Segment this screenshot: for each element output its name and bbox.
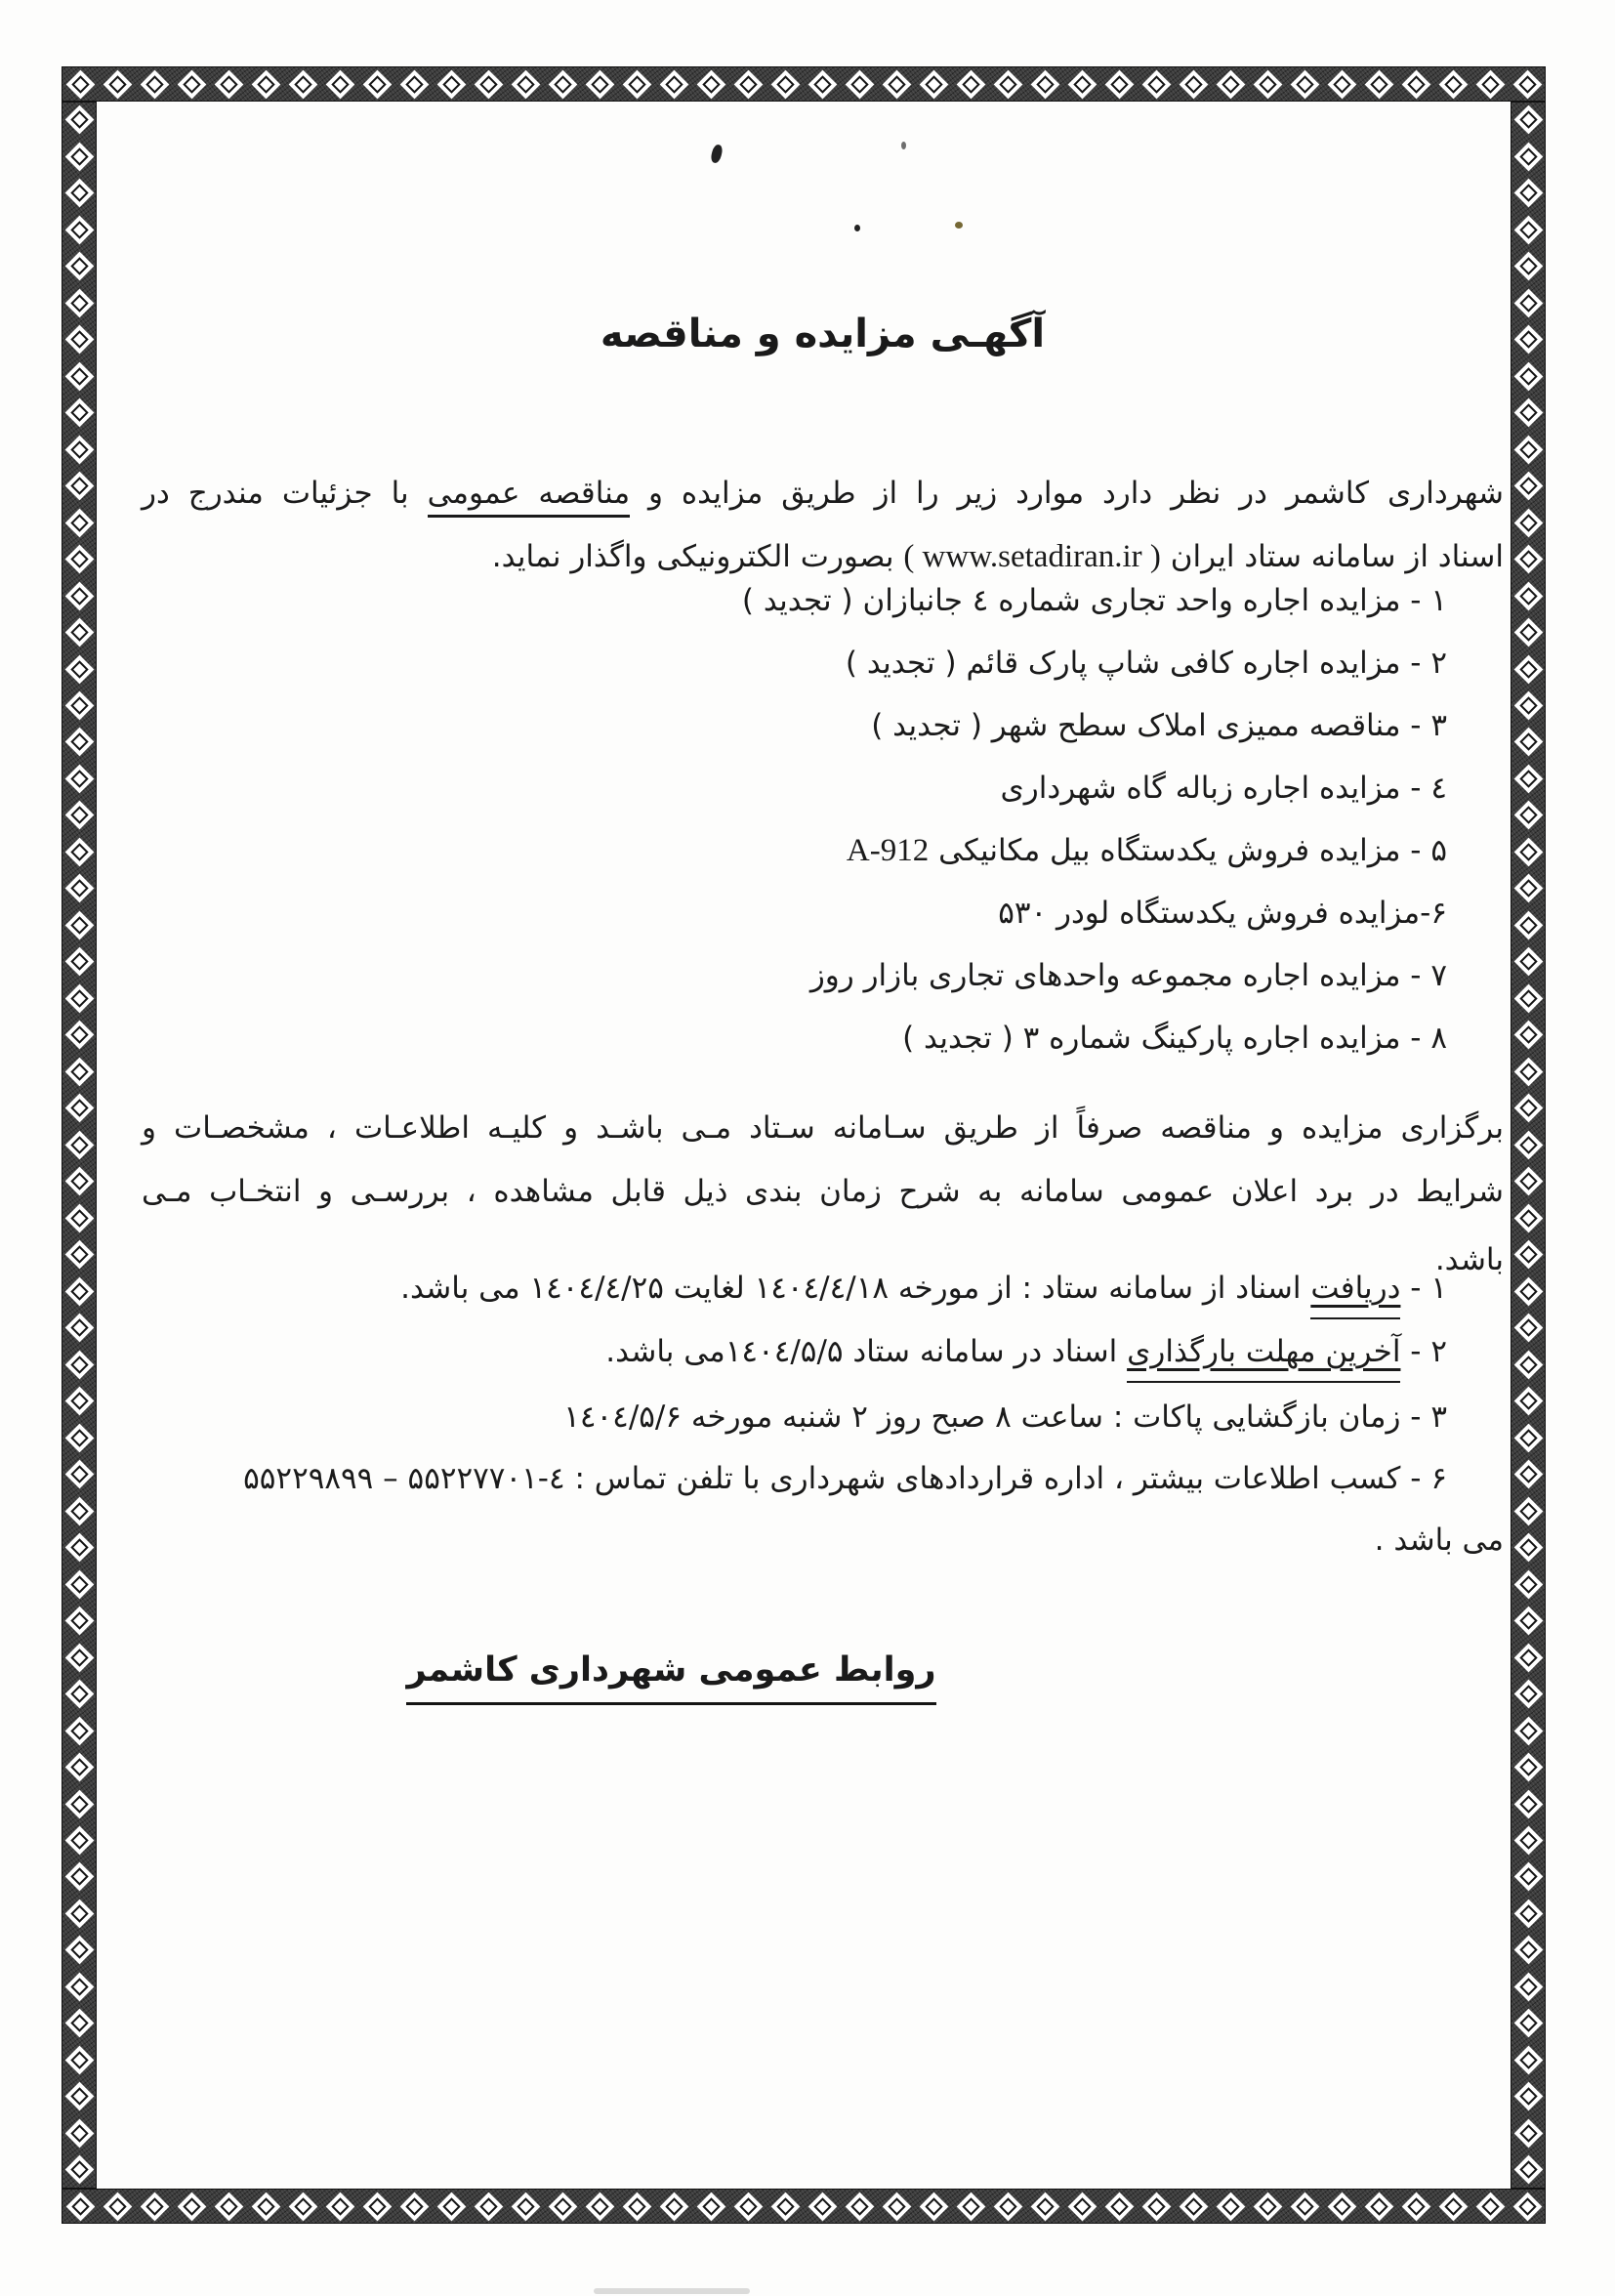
- item-text: مزایده اجاره واحد تجاری شماره ٤ جانبازان ( تجدید ): [741, 583, 1401, 618]
- diamond-ornament: [511, 2192, 540, 2221]
- diamond-ornament: [1067, 2192, 1097, 2221]
- border-band-left: [62, 102, 97, 2189]
- diamond-ornament: [214, 2192, 243, 2221]
- diamond-ornament: [64, 984, 94, 1014]
- diamond-ornament: [1216, 69, 1245, 99]
- diamond-ornament: [64, 911, 94, 940]
- diamond-ornament: [1513, 581, 1543, 610]
- note-text: کسب اطلاعات بیشتر ، اداره قراردادهای شهرداری با تلفن تماس : ٤-۵۵۲۲۷۷۰۱ – ۵۵۲۲۹۸۹۹: [243, 1461, 1401, 1496]
- item-text: مزایده فروش یکدستگاه بیل مکانیکی: [938, 833, 1401, 868]
- border-band-bottom: [62, 2189, 1546, 2224]
- diamond-ornament: [64, 105, 94, 135]
- diamond-ornament: [845, 69, 874, 99]
- border-band-right: [1511, 102, 1546, 2189]
- diamond-ornament: [1512, 69, 1542, 99]
- diamond-ornament: [436, 2192, 466, 2221]
- diamond-ornament: [1513, 398, 1543, 428]
- diamond-ornament: [696, 69, 725, 99]
- diamond-ornament: [64, 1973, 94, 2002]
- diamond-ornament: [659, 2192, 688, 2221]
- diamond-ornament: [1513, 1607, 1543, 1636]
- diamond-ornament: [1513, 1350, 1543, 1379]
- item-number: ۱ -: [1410, 583, 1447, 618]
- diamond-ornament: [64, 398, 94, 428]
- diamond-ornament: [64, 1680, 94, 1709]
- diamond-ornament: [64, 1057, 94, 1086]
- diamond-ornament: [177, 2192, 206, 2221]
- item-latin-code: A-912: [846, 833, 930, 868]
- body-line-3: باشد.: [1434, 1242, 1504, 1277]
- diamond-ornament: [808, 2192, 837, 2221]
- diamond-ornament: [733, 69, 763, 99]
- diamond-ornament: [64, 508, 94, 537]
- diamond-ornament: [64, 581, 94, 610]
- diamond-ornament: [1030, 2192, 1059, 2221]
- diamond-ornament: [1513, 618, 1543, 647]
- diamond-ornament: [64, 1387, 94, 1416]
- diamond-ornament: [1513, 1276, 1543, 1306]
- diamond-ornament: [659, 69, 688, 99]
- diamond-ornament: [362, 69, 392, 99]
- diamond-ornament: [1513, 435, 1543, 464]
- setadiran-url: ( www.setadiran.ir ): [903, 539, 1161, 574]
- diamond-ornament: [1513, 874, 1543, 903]
- body-line-1: برگزاری مزایده و مناقصه صرفاً از طریق سـامانه سـتاد مـی باشـد و کلیـه اطلاعـات ، مشخصـات و: [142, 1110, 1504, 1146]
- diamond-ornament: [177, 69, 206, 99]
- diamond-ornament: [64, 1276, 94, 1306]
- note-continuation-line: می باشد .: [1374, 1523, 1504, 1558]
- diamond-ornament: [64, 361, 94, 391]
- diamond-ornament: [808, 69, 837, 99]
- diamond-ornament: [622, 2192, 651, 2221]
- diamond-ornament: [64, 1130, 94, 1159]
- diamond-ornament: [64, 215, 94, 244]
- diamond-ornament: [65, 2192, 95, 2221]
- item-number: ٤ -: [1410, 771, 1447, 806]
- diamond-ornament: [64, 618, 94, 647]
- diamond-ornament: [1513, 691, 1543, 721]
- diamond-ornament: [64, 1240, 94, 1270]
- diamond-ornament: [1104, 69, 1134, 99]
- diamond-ornament: [1513, 252, 1543, 281]
- diamond-ornament: [64, 1607, 94, 1636]
- diamond-ornament: [1327, 2192, 1356, 2221]
- diamond-ornament: [64, 2046, 94, 2075]
- diamond-ornament: [64, 691, 94, 721]
- diamond-ornament: [1513, 361, 1543, 391]
- intro-line-2: [142, 534, 1504, 579]
- diamond-ornament: [399, 69, 429, 99]
- item-number: ۲ -: [1410, 646, 1447, 681]
- intro-text: شهرداری کاشمر در نظر دارد موارد زیر را از طریق مزایده و: [630, 476, 1505, 511]
- diamond-ornament: [1513, 984, 1543, 1014]
- diamond-ornament: [64, 2119, 94, 2149]
- diamond-ornament: [436, 69, 466, 99]
- diamond-ornament: [1401, 69, 1430, 99]
- note-text: اسناد در سامانه ستاد ۱٤٠٤/۵/۵می باشد.: [605, 1334, 1128, 1369]
- diamond-ornament: [1513, 1496, 1543, 1525]
- diamond-ornament: [474, 69, 503, 99]
- diamond-ornament: [1364, 2192, 1393, 2221]
- diamond-ornament: [64, 1496, 94, 1525]
- item-number: ۷ -: [1410, 958, 1447, 993]
- note-line: [142, 1456, 1447, 1501]
- list-item: [142, 641, 1447, 686]
- diamond-ornament: [1253, 69, 1282, 99]
- diamond-ornament: [65, 69, 95, 99]
- diamond-ornament: [548, 2192, 577, 2221]
- diamond-ornament: [1513, 1643, 1543, 1672]
- diamond-ornament: [64, 1021, 94, 1050]
- diamond-ornament: [1513, 1423, 1543, 1452]
- diamond-ornament: [1513, 1167, 1543, 1196]
- diamond-ornament: [993, 69, 1022, 99]
- diamond-ornament: [64, 654, 94, 684]
- diamond-ornament: [140, 2192, 169, 2221]
- page-title: آگهـی مزایده و مناقصه: [600, 311, 1046, 356]
- item-text: مزایده اجاره کافی شاپ پارک قائم ( تجدید ): [845, 646, 1401, 681]
- diamond-ornament: [64, 1533, 94, 1563]
- diamond-ornament: [64, 2082, 94, 2111]
- diamond-ornament: [993, 2192, 1022, 2221]
- diamond-ornament: [64, 947, 94, 977]
- item-number: ۳ -: [1410, 708, 1447, 743]
- body-line-2: شرایط در برد اعلان عمومی سامانه به شرح زمان بندی ذیل قابل مشاهده ، بررسـی و انتخـاب مـی: [142, 1174, 1504, 1209]
- diamond-ornament: [1141, 2192, 1171, 2221]
- diamond-ornament: [770, 2192, 800, 2221]
- diamond-ornament: [64, 252, 94, 281]
- diamond-ornament: [770, 69, 800, 99]
- intro-text: اسناد از سامانه ستاد ایران: [1160, 539, 1504, 574]
- diamond-ornament: [1513, 1862, 1543, 1892]
- diamond-ornament: [1513, 1753, 1543, 1782]
- item-text: مزایده اجاره مجموعه واحدهای تجاری بازار روز: [809, 958, 1401, 993]
- diamond-ornament: [1290, 2192, 1319, 2221]
- diamond-ornament: [64, 545, 94, 574]
- diamond-ornament: [64, 1753, 94, 1782]
- item-number: ۸ -: [1410, 1021, 1447, 1056]
- item-number: ۵ -: [1410, 833, 1447, 868]
- diamond-ornament: [1513, 2046, 1543, 2075]
- diamond-ornament: [64, 728, 94, 757]
- diamond-ornament: [1513, 1021, 1543, 1050]
- diamond-ornament: [251, 2192, 280, 2221]
- diamond-ornament: [64, 1423, 94, 1452]
- diamond-ornament: [64, 472, 94, 501]
- diamond-ornament: [103, 69, 132, 99]
- diamond-ornament: [956, 2192, 985, 2221]
- diamond-ornament: [1327, 69, 1356, 99]
- diamond-ornament: [288, 2192, 317, 2221]
- diamond-ornament: [1141, 69, 1171, 99]
- diamond-ornament: [696, 2192, 725, 2221]
- note-line: [142, 1329, 1447, 1374]
- diamond-ornament: [214, 69, 243, 99]
- diamond-ornament: [64, 1460, 94, 1489]
- diamond-ornament: [64, 1350, 94, 1379]
- diamond-ornament: [325, 2192, 354, 2221]
- list-item: [142, 703, 1447, 748]
- diamond-ornament: [288, 69, 317, 99]
- diamond-ornament: [1475, 69, 1505, 99]
- diamond-ornament: [1513, 1533, 1543, 1563]
- diamond-ornament: [1179, 69, 1208, 99]
- diamond-ornament: [1513, 508, 1543, 537]
- diamond-ornament: [64, 1203, 94, 1232]
- diamond-ornament: [64, 1094, 94, 1123]
- signature-block: [142, 1645, 1504, 1705]
- diamond-ornament: [1513, 838, 1543, 867]
- intro-text: با جزئیات مندرج در: [142, 476, 428, 511]
- diamond-ornament: [362, 2192, 392, 2221]
- diamond-ornament: [64, 1862, 94, 1892]
- diamond-ornament: [1067, 69, 1097, 99]
- item-number: ۶-: [1420, 896, 1447, 931]
- diamond-ornament: [1513, 911, 1543, 940]
- list-item: [142, 891, 1447, 936]
- note-text: اسناد از سامانه ستاد : از مورخه ۱٤٠٤/٤/۱۸ لغایت ۱٤٠٤/٤/۲۵ می باشد.: [400, 1271, 1311, 1306]
- diamond-ornament: [1513, 215, 1543, 244]
- scan-artifact: [594, 2288, 750, 2294]
- intro-line-1: [142, 471, 1504, 516]
- diamond-ornament: [1513, 1680, 1543, 1709]
- diamond-ornament: [919, 2192, 948, 2221]
- diamond-ornament: [140, 69, 169, 99]
- diamond-ornament: [1438, 2192, 1468, 2221]
- diamond-ornament: [1513, 1716, 1543, 1745]
- note-number: ۶ -: [1410, 1461, 1447, 1496]
- diamond-ornament: [1216, 2192, 1245, 2221]
- diamond-ornament: [103, 2192, 132, 2221]
- diamond-ornament: [1513, 765, 1543, 794]
- diamond-ornament: [64, 179, 94, 208]
- diamond-ornament: [1513, 1569, 1543, 1599]
- note-underlined-phrase: دریافت: [1310, 1271, 1400, 1319]
- diamond-ornament: [1513, 2119, 1543, 2149]
- diamond-ornament: [64, 288, 94, 317]
- diamond-ornament: [1290, 69, 1319, 99]
- diamond-ornament: [64, 1936, 94, 1965]
- diamond-ornament: [882, 69, 911, 99]
- diamond-ornament: [1253, 2192, 1282, 2221]
- diamond-ornament: [1475, 2192, 1505, 2221]
- diamond-ornament: [64, 1314, 94, 1343]
- intro-underlined-phrase: مناقصه عمومی: [428, 476, 631, 518]
- diamond-ornament: [1513, 1314, 1543, 1343]
- diamond-ornament: [64, 435, 94, 464]
- diamond-ornament: [325, 69, 354, 99]
- diamond-ornament: [64, 765, 94, 794]
- diamond-ornament: [251, 69, 280, 99]
- diamond-ornament: [64, 1569, 94, 1599]
- diamond-ornament: [1513, 1240, 1543, 1270]
- note-line: [142, 1395, 1447, 1440]
- diamond-ornament: [1513, 1387, 1543, 1416]
- diamond-ornament: [1513, 1973, 1543, 2002]
- scan-artifact: [901, 142, 906, 149]
- diamond-ornament: [1513, 1094, 1543, 1123]
- list-item: [142, 953, 1447, 998]
- diamond-ornament: [64, 1789, 94, 1818]
- diamond-ornament: [956, 69, 985, 99]
- diamond-ornament: [585, 2192, 614, 2221]
- diamond-ornament: [1513, 105, 1543, 135]
- diamond-ornament: [1513, 654, 1543, 684]
- diamond-ornament: [1513, 472, 1543, 501]
- diamond-ornament: [585, 69, 614, 99]
- diamond-ornament: [1513, 545, 1543, 574]
- diamond-ornament: [64, 801, 94, 830]
- diamond-ornament: [1513, 801, 1543, 830]
- list-item: [142, 766, 1447, 811]
- signature-text: روابط عمومی شهرداری کاشمر: [406, 1645, 935, 1705]
- diamond-ornament: [1513, 142, 1543, 171]
- item-text: مناقصه ممیزی املاک سطح شهر ( تجدید ): [871, 708, 1401, 743]
- diamond-ornament: [399, 2192, 429, 2221]
- diamond-ornament: [474, 2192, 503, 2221]
- diamond-ornament: [919, 69, 948, 99]
- diamond-ornament: [1513, 947, 1543, 977]
- diamond-ornament: [64, 325, 94, 355]
- diamond-ornament: [1513, 1460, 1543, 1489]
- diamond-ornament: [64, 1826, 94, 1856]
- note-number: ۱ -: [1410, 1271, 1447, 1306]
- note-number: ۲ -: [1410, 1334, 1447, 1369]
- diamond-ornament: [1030, 69, 1059, 99]
- diamond-ornament: [1513, 2009, 1543, 2038]
- diamond-ornament: [1513, 1789, 1543, 1818]
- diamond-ornament: [1513, 325, 1543, 355]
- diamond-ornament: [1104, 2192, 1134, 2221]
- diamond-ornament: [548, 69, 577, 99]
- diamond-ornament: [64, 1643, 94, 1672]
- diamond-ornament: [1513, 1057, 1543, 1086]
- note-number: ۳ -: [1410, 1399, 1447, 1435]
- intro-text: بصورت الکترونیکی واگذار نماید.: [491, 539, 904, 574]
- diamond-ornament: [1401, 2192, 1430, 2221]
- list-item: [142, 578, 1447, 623]
- diamond-ornament: [1513, 1203, 1543, 1232]
- diamond-ornament: [622, 69, 651, 99]
- diamond-ornament: [1513, 2082, 1543, 2111]
- list-item: [142, 1016, 1447, 1061]
- list-item: [142, 828, 1447, 873]
- diamond-ornament: [1513, 179, 1543, 208]
- diamond-ornament: [733, 2192, 763, 2221]
- diamond-ornament: [845, 2192, 874, 2221]
- diamond-ornament: [1513, 1899, 1543, 1929]
- note-line: [142, 1266, 1447, 1311]
- item-text: مزایده اجاره پارکینگ شماره ۳ ( تجدید ): [902, 1021, 1401, 1056]
- scan-artifact: [710, 144, 724, 164]
- diamond-ornament: [64, 874, 94, 903]
- note-text: زمان بازگشایی پاکات : ساعت ۸ صبح روز ۲ شنبه مورخه ۱٤٠٤/۵/۶: [563, 1399, 1401, 1435]
- diamond-ornament: [64, 838, 94, 867]
- diamond-ornament: [64, 1167, 94, 1196]
- note-underlined-phrase: آخرین مهلت بارگذاری: [1127, 1334, 1400, 1383]
- scan-artifact: [854, 225, 860, 231]
- diamond-ornament: [1364, 69, 1393, 99]
- diamond-ornament: [1513, 1130, 1543, 1159]
- diamond-ornament: [64, 2009, 94, 2038]
- diamond-ornament: [1512, 2192, 1542, 2221]
- item-text: مزایده اجاره زباله گاه شهرداری: [1000, 771, 1401, 806]
- diamond-ornament: [64, 2155, 94, 2185]
- diamond-ornament: [64, 1716, 94, 1745]
- diamond-ornament: [511, 69, 540, 99]
- diamond-ornament: [64, 142, 94, 171]
- diamond-ornament: [1438, 69, 1468, 99]
- scan-artifact: [955, 222, 963, 229]
- diamond-ornament: [64, 1899, 94, 1929]
- diamond-ornament: [1513, 288, 1543, 317]
- diamond-ornament: [1179, 2192, 1208, 2221]
- diamond-ornament: [882, 2192, 911, 2221]
- item-text: مزایده فروش یکدستگاه لودر ۵۳۰: [998, 896, 1421, 931]
- diamond-ornament: [1513, 2155, 1543, 2185]
- diamond-ornament: [1513, 1826, 1543, 1856]
- border-band-top: [62, 66, 1546, 102]
- diamond-ornament: [1513, 1936, 1543, 1965]
- diamond-ornament: [1513, 728, 1543, 757]
